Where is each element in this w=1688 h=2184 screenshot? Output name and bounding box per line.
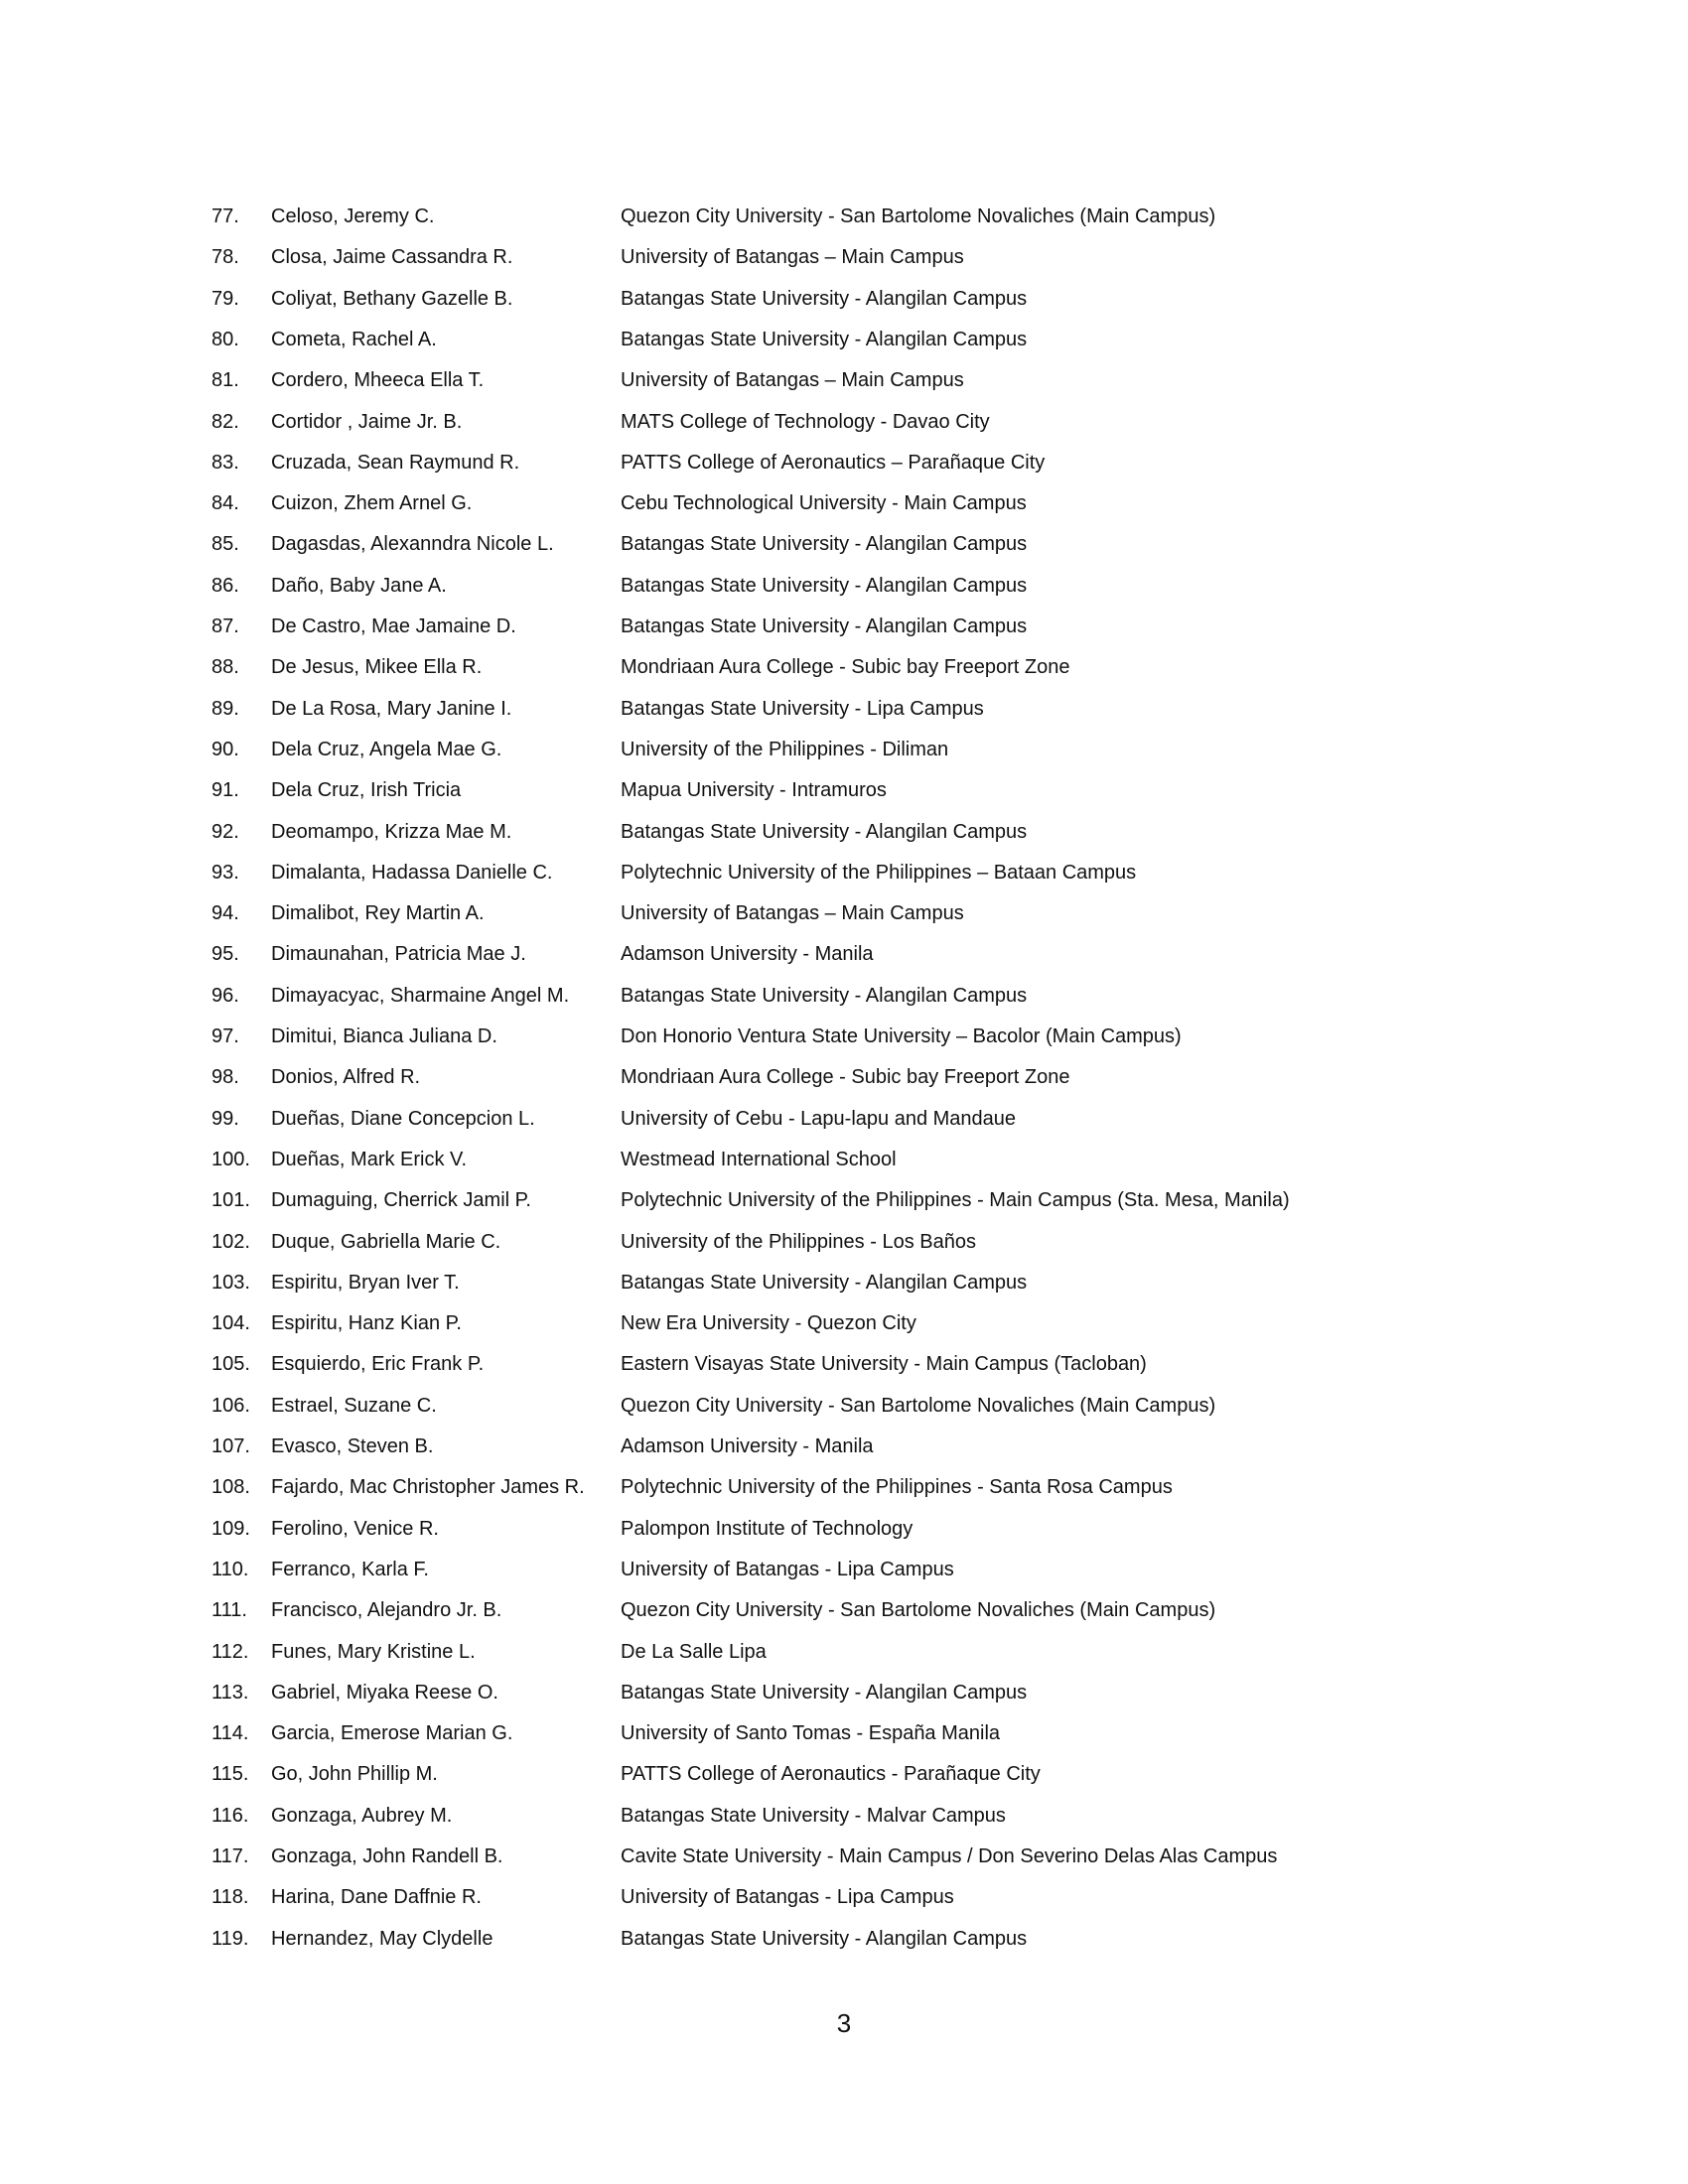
list-item xyxy=(0,1017,1688,1056)
list-item xyxy=(0,1180,1688,1220)
list-item xyxy=(0,1919,1688,1959)
entry-number: 116. xyxy=(211,1804,249,1827)
list-item xyxy=(0,1140,1688,1179)
entry-number: 86. xyxy=(211,574,239,597)
entry-name: Cordero, Mheeca Ella T. xyxy=(271,369,485,392)
entry-number: 77. xyxy=(211,205,239,227)
entry-number: 89. xyxy=(211,697,239,720)
entry-school: University of Batangas – Main Campus xyxy=(621,246,964,269)
entry-name: Ferolino, Venice R. xyxy=(271,1517,439,1540)
entry-number: 106. xyxy=(211,1394,250,1417)
list-item xyxy=(0,524,1688,564)
entry-name: Cortidor , Jaime Jr. B. xyxy=(271,410,463,433)
list-item xyxy=(0,607,1688,646)
entry-number: 95. xyxy=(211,943,239,966)
entry-number: 98. xyxy=(211,1066,239,1089)
entry-name: Dela Cruz, Angela Mae G. xyxy=(271,738,502,760)
entry-school: Batangas State University - Alangilan Campus xyxy=(621,328,1028,350)
list-item xyxy=(0,1467,1688,1507)
entry-name: Daño, Baby Jane A. xyxy=(271,574,447,597)
entry-school: Batangas State University - Alangilan Campus xyxy=(621,287,1028,310)
entry-name: Dimalanta, Hadassa Danielle C. xyxy=(271,861,553,884)
entry-name: Esquierdo, Eric Frank P. xyxy=(271,1353,485,1376)
list-item xyxy=(0,1303,1688,1343)
list-item xyxy=(0,1837,1688,1876)
entry-school: University of Cebu - Lapu-lapu and Mandaue xyxy=(621,1107,1017,1130)
enrollee-list xyxy=(0,197,1688,1964)
entry-name: Fajardo, Mac Christopher James R. xyxy=(271,1476,585,1499)
entry-number: 92. xyxy=(211,820,239,843)
entry-number: 94. xyxy=(211,902,239,925)
entry-name: Cometa, Rachel A. xyxy=(271,328,437,350)
list-item xyxy=(0,1509,1688,1549)
entry-number: 103. xyxy=(211,1271,250,1294)
entry-name: Garcia, Emerose Marian G. xyxy=(271,1722,513,1745)
entry-school: Batangas State University - Malvar Campus xyxy=(621,1804,1006,1827)
entry-name: Ferranco, Karla F. xyxy=(271,1558,429,1580)
entry-name: Hernandez, May Clydelle xyxy=(271,1927,493,1950)
entry-name: De Castro, Mae Jamaine D. xyxy=(271,615,516,637)
entry-school: Don Honorio Ventura State University – Bacolor (Main Campus) xyxy=(621,1025,1182,1047)
entry-school: Batangas State University - Alangilan Campus xyxy=(621,1271,1028,1294)
list-item xyxy=(0,770,1688,810)
list-item xyxy=(0,279,1688,319)
entry-school: PATTS College of Aeronautics – Parañaque City xyxy=(621,451,1046,474)
entry-name: Duque, Gabriella Marie C. xyxy=(271,1230,501,1253)
entry-school: Quezon City University - San Bartolome Novaliches (Main Campus) xyxy=(621,1394,1216,1417)
entry-number: 97. xyxy=(211,1025,239,1047)
entry-number: 91. xyxy=(211,779,239,802)
entry-school: Batangas State University - Alangilan Campus xyxy=(621,615,1028,637)
entry-name: De La Rosa, Mary Janine I. xyxy=(271,697,512,720)
entry-number: 110. xyxy=(211,1558,249,1580)
list-item xyxy=(0,1344,1688,1384)
list-item xyxy=(0,1099,1688,1139)
entry-name: Evasco, Steven B. xyxy=(271,1435,434,1457)
entry-school: Mondriaan Aura College - Subic bay Freeport Zone xyxy=(621,656,1070,679)
entry-school: PATTS College of Aeronautics - Parañaque City xyxy=(621,1763,1041,1786)
list-item xyxy=(0,1386,1688,1426)
list-item xyxy=(0,689,1688,729)
entry-number: 83. xyxy=(211,451,239,474)
list-item xyxy=(0,976,1688,1016)
entry-school: University of Batangas – Main Campus xyxy=(621,902,964,925)
entry-number: 80. xyxy=(211,328,239,350)
entry-school: Adamson University - Manila xyxy=(621,1435,874,1457)
entry-name: Dimaunahan, Patricia Mae J. xyxy=(271,943,526,966)
entry-school: Batangas State University - Alangilan Campus xyxy=(621,984,1028,1007)
entry-name: Gabriel, Miyaka Reese O. xyxy=(271,1681,498,1704)
entry-school: Mondriaan Aura College - Subic bay Freeport Zone xyxy=(621,1066,1070,1089)
entry-school: Palompon Institute of Technology xyxy=(621,1517,914,1540)
entry-school: MATS College of Technology - Davao City xyxy=(621,410,990,433)
entry-name: Deomampo, Krizza Mae M. xyxy=(271,820,512,843)
entry-name: Cruzada, Sean Raymund R. xyxy=(271,451,520,474)
list-item xyxy=(0,853,1688,892)
entry-school: Mapua University - Intramuros xyxy=(621,779,887,802)
entry-name: Gonzaga, John Randell B. xyxy=(271,1845,503,1867)
list-item xyxy=(0,443,1688,482)
entry-school: University of Batangas - Lipa Campus xyxy=(621,1886,954,1909)
entry-school: Batangas State University - Alangilan Campus xyxy=(621,820,1028,843)
entry-school: Adamson University - Manila xyxy=(621,943,874,966)
list-item xyxy=(0,1754,1688,1794)
entry-name: Dumaguing, Cherrick Jamil P. xyxy=(271,1189,531,1212)
entry-name: De Jesus, Mikee Ella R. xyxy=(271,656,483,679)
entry-number: 109. xyxy=(211,1517,250,1540)
entry-number: 107. xyxy=(211,1435,250,1457)
list-item xyxy=(0,1263,1688,1302)
entry-name: Harina, Dane Daffnie R. xyxy=(271,1886,482,1909)
entry-number: 90. xyxy=(211,738,239,760)
entry-school: Batangas State University - Alangilan Campus xyxy=(621,1681,1028,1704)
entry-school: University of Batangas – Main Campus xyxy=(621,369,964,392)
entry-name: Coliyat, Bethany Gazelle B. xyxy=(271,287,513,310)
entry-name: Celoso, Jeremy C. xyxy=(271,205,435,227)
list-item xyxy=(0,197,1688,236)
entry-number: 102. xyxy=(211,1230,250,1253)
list-item xyxy=(0,483,1688,523)
entry-school: Polytechnic University of the Philippines - Santa Rosa Campus xyxy=(621,1476,1173,1499)
entry-name: Go, John Phillip M. xyxy=(271,1763,438,1786)
entry-number: 101. xyxy=(211,1189,250,1212)
list-item xyxy=(0,1796,1688,1836)
entry-school: New Era University - Quezon City xyxy=(621,1312,916,1335)
entry-name: Dagasdas, Alexanndra Nicole L. xyxy=(271,533,554,556)
entry-number: 111. xyxy=(211,1599,247,1622)
entry-number: 93. xyxy=(211,861,239,884)
entry-school: Cavite State University - Main Campus / Don Severino Delas Alas Campus xyxy=(621,1845,1278,1867)
list-item xyxy=(0,1673,1688,1712)
entry-number: 88. xyxy=(211,656,239,679)
entry-school: Polytechnic University of the Philippines – Bataan Campus xyxy=(621,861,1137,884)
list-item xyxy=(0,402,1688,442)
entry-school: De La Salle Lipa xyxy=(621,1640,767,1663)
list-item xyxy=(0,647,1688,687)
entry-number: 84. xyxy=(211,492,239,515)
entry-number: 119. xyxy=(211,1927,249,1950)
list-item xyxy=(0,1057,1688,1097)
list-item xyxy=(0,360,1688,400)
entry-number: 112. xyxy=(211,1640,249,1663)
list-item xyxy=(0,893,1688,933)
entry-name: Cuizon, Zhem Arnel G. xyxy=(271,492,473,515)
list-item xyxy=(0,812,1688,852)
entry-name: Dimitui, Bianca Juliana D. xyxy=(271,1025,497,1047)
entry-name: Dela Cruz, Irish Tricia xyxy=(271,779,462,802)
entry-name: Estrael, Suzane C. xyxy=(271,1394,437,1417)
entry-number: 115. xyxy=(211,1763,249,1786)
entry-school: University of Santo Tomas - España Manila xyxy=(621,1722,1001,1745)
entry-number: 79. xyxy=(211,287,239,310)
entry-number: 99. xyxy=(211,1107,239,1130)
entry-number: 105. xyxy=(211,1353,250,1376)
list-item xyxy=(0,1550,1688,1589)
list-item xyxy=(0,1877,1688,1917)
entry-number: 118. xyxy=(211,1886,249,1909)
entry-name: Dueñas, Mark Erick V. xyxy=(271,1148,468,1170)
entry-number: 96. xyxy=(211,984,239,1007)
list-item xyxy=(0,730,1688,769)
entry-name: Closa, Jaime Cassandra R. xyxy=(271,246,513,269)
entry-school: Quezon City University - San Bartolome Novaliches (Main Campus) xyxy=(621,205,1216,227)
entry-name: Dimayacyac, Sharmaine Angel M. xyxy=(271,984,570,1007)
entry-name: Espiritu, Hanz Kian P. xyxy=(271,1312,462,1335)
entry-school: University of the Philippines - Diliman xyxy=(621,738,949,760)
list-item xyxy=(0,320,1688,359)
list-item xyxy=(0,237,1688,277)
entry-name: Funes, Mary Kristine L. xyxy=(271,1640,476,1663)
entry-name: Gonzaga, Aubrey M. xyxy=(271,1804,453,1827)
entry-number: 82. xyxy=(211,410,239,433)
entry-school: Quezon City University - San Bartolome Novaliches (Main Campus) xyxy=(621,1599,1216,1622)
entry-number: 100. xyxy=(211,1148,250,1170)
list-item xyxy=(0,1427,1688,1466)
entry-school: University of Batangas - Lipa Campus xyxy=(621,1558,954,1580)
entry-number: 114. xyxy=(211,1722,249,1745)
page-number: 3 xyxy=(836,2008,852,2038)
entry-number: 108. xyxy=(211,1476,250,1499)
entry-number: 87. xyxy=(211,615,239,637)
entry-name: Dimalibot, Rey Martin A. xyxy=(271,902,485,925)
entry-school: Batangas State University - Alangilan Campus xyxy=(621,533,1028,556)
entry-school: Polytechnic University of the Philippines - Main Campus (Sta. Mesa, Manila) xyxy=(621,1189,1290,1212)
entry-school: University of the Philippines - Los Baños xyxy=(621,1230,976,1253)
list-item xyxy=(0,1222,1688,1262)
list-item xyxy=(0,934,1688,974)
entry-number: 81. xyxy=(211,369,239,392)
entry-number: 113. xyxy=(211,1681,249,1704)
entry-school: Batangas State University - Alangilan Campus xyxy=(621,1927,1028,1950)
entry-number: 117. xyxy=(211,1845,249,1867)
entry-school: Westmead International School xyxy=(621,1148,897,1170)
entry-name: Donios, Alfred R. xyxy=(271,1066,421,1089)
entry-name: Francisco, Alejandro Jr. B. xyxy=(271,1599,502,1622)
list-item xyxy=(0,1713,1688,1753)
entry-number: 78. xyxy=(211,246,239,269)
entry-school: Cebu Technological University - Main Campus xyxy=(621,492,1027,515)
list-item xyxy=(0,1590,1688,1630)
entry-number: 104. xyxy=(211,1312,250,1335)
list-item xyxy=(0,1632,1688,1672)
entry-name: Espiritu, Bryan Iver T. xyxy=(271,1271,460,1294)
entry-school: Eastern Visayas State University - Main Campus (Tacloban) xyxy=(621,1353,1147,1376)
entry-name: Dueñas, Diane Concepcion L. xyxy=(271,1107,535,1130)
entry-school: Batangas State University - Alangilan Campus xyxy=(621,574,1028,597)
entry-school: Batangas State University - Lipa Campus xyxy=(621,697,984,720)
list-item xyxy=(0,566,1688,606)
entry-number: 85. xyxy=(211,533,239,556)
